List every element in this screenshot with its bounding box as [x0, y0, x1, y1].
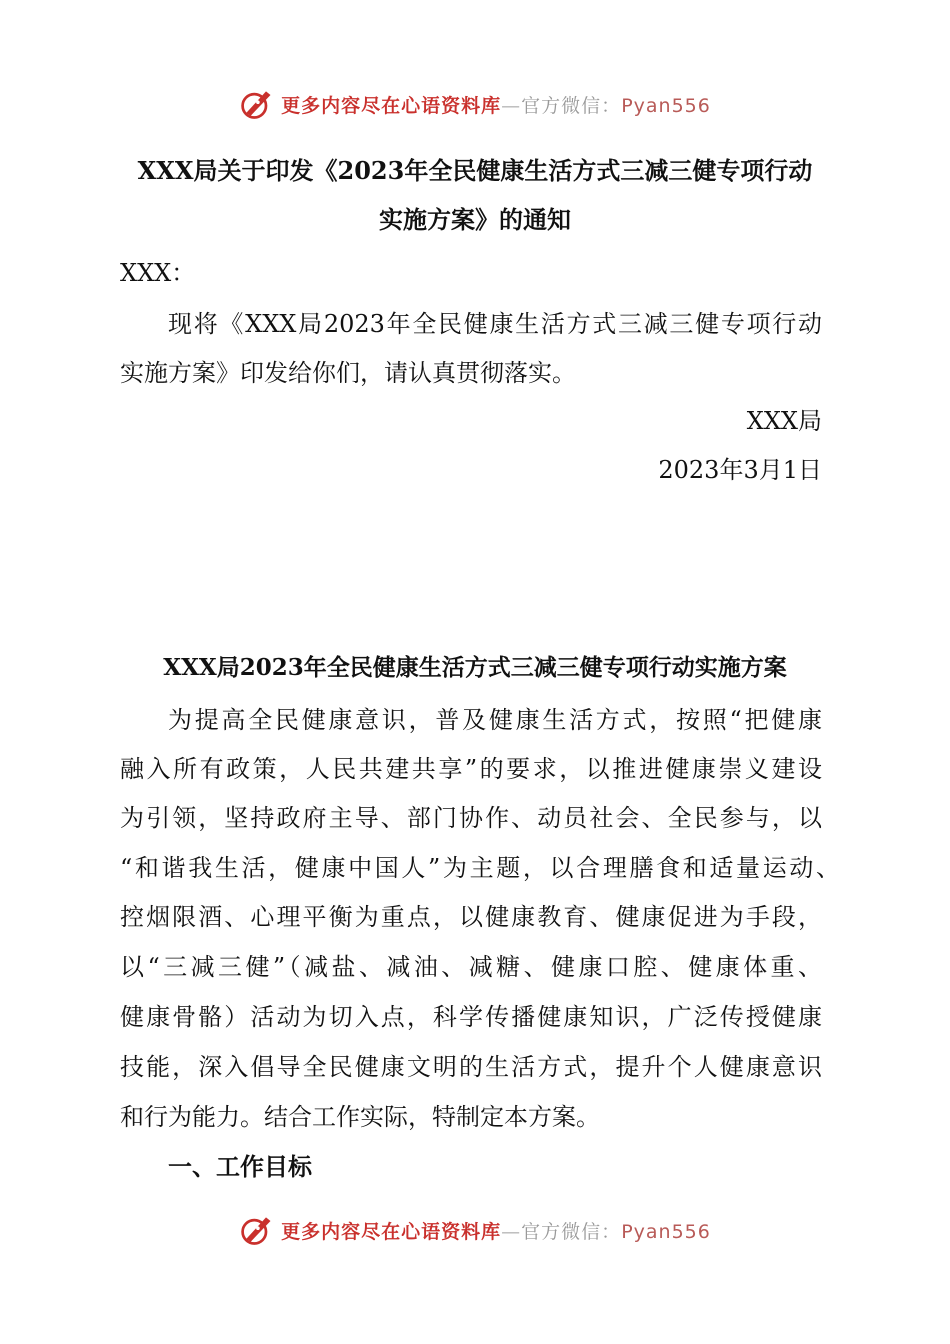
pen-nib-icon	[239, 1212, 275, 1248]
watermark-main: 更多内容尽在心语资料库	[281, 1220, 502, 1243]
plan-paragraph-line: 和行为能力。结合工作实际，特制定本方案。	[120, 1103, 600, 1131]
watermark-main: 更多内容尽在心语资料库	[281, 94, 502, 117]
notice-body-line2: 实施方案》印发给你们，请认真贯彻落实。	[120, 359, 576, 387]
plan-paragraph-line: 为引领，坚持政府主导、部门协作、动员社会、全民参与，以	[120, 804, 822, 832]
pen-nib-icon	[239, 86, 275, 122]
watermark-dash: —	[501, 94, 522, 117]
plan-paragraph-line: 融入所有政策，人民共建共享”的要求，以推进健康崇义建设	[120, 755, 822, 783]
notice-title-line1: XXX局关于印发《2023年全民健康生活方式三减三健专项行动	[137, 156, 813, 185]
watermark-wechat-id: Pyan556	[621, 94, 711, 117]
notice-signer: XXX局	[746, 407, 822, 435]
plan-title: XXX局2023年全民健康生活方式三减三健专项行动实施方案	[163, 654, 787, 681]
watermark-dash: —	[501, 1220, 522, 1243]
plan-paragraph-line: “和谐我生活，健康中国人”为主题，以合理膳食和适量运动、	[120, 854, 840, 882]
watermark-wechat-label: 官方微信：	[521, 1220, 622, 1243]
watermark-banner-bottom	[0, 1210, 950, 1250]
plan-paragraph-line: 技能，深入倡导全民健康文明的生活方式，提升个人健康意识	[120, 1053, 822, 1081]
watermark-wechat-label: 官方微信：	[521, 94, 622, 117]
watermark-text	[281, 1217, 711, 1244]
watermark-wechat-id: Pyan556	[621, 1220, 711, 1243]
plan-paragraph-line: 控烟限酒、心理平衡为重点，以健康教育、健康促进为手段，	[120, 903, 822, 931]
plan-paragraph-line: 为提高全民健康意识，普及健康生活方式，按照“把健康	[168, 706, 822, 734]
notice-title-line2: 实施方案》的通知	[379, 205, 571, 234]
plan-paragraph-line: 健康骨骼）活动为切入点，科学传播健康知识，广泛传授健康	[120, 1003, 822, 1031]
section-heading-goals: 一、工作目标	[168, 1152, 312, 1181]
notice-salutation: XXX：	[120, 259, 196, 287]
watermark-text	[281, 91, 711, 118]
watermark-banner-top	[0, 84, 950, 124]
notice-date: 2023年3月1日	[658, 456, 822, 484]
notice-body-line1: 现将《XXX局2023年全民健康生活方式三减三健专项行动	[168, 310, 822, 338]
plan-paragraph-line: 以“三减三健”（减盐、减油、减糖、健康口腔、健康体重、	[120, 953, 822, 981]
